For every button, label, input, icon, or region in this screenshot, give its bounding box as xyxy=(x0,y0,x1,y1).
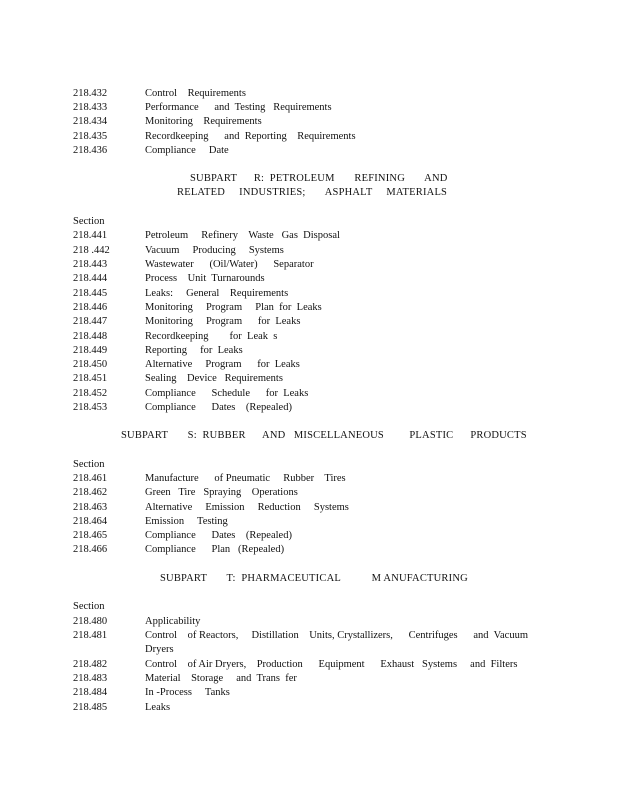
section-title-continuation: Dryers xyxy=(145,644,174,655)
section-title: Compliance Dates (Repealed) xyxy=(145,402,292,413)
section-number: 218.462 xyxy=(73,487,108,498)
section-label: Section xyxy=(73,459,105,470)
section-number: 218.446 xyxy=(73,302,108,313)
section-number: 218.445 xyxy=(73,288,108,299)
section-title: Recordkeeping and Reporting Requirements xyxy=(145,131,356,142)
section-title: Compliance Date xyxy=(145,145,229,156)
section-number: 218.447 xyxy=(73,316,108,327)
section-number: 218.433 xyxy=(73,102,108,113)
section-number: 218.484 xyxy=(73,687,108,698)
section-number: 218.466 xyxy=(73,544,108,555)
section-title: Alternative Program for Leaks xyxy=(145,359,300,370)
section-number: 218.452 xyxy=(73,388,108,399)
section-number: 218.435 xyxy=(73,131,108,142)
section-number: 218.448 xyxy=(73,331,108,342)
section-number: 218.444 xyxy=(73,273,108,284)
section-number: 218.436 xyxy=(73,145,108,156)
section-label: Section xyxy=(73,216,105,227)
section-title: Wastewater (Oil/Water) Separator xyxy=(145,259,314,270)
section-number: 218.483 xyxy=(73,673,108,684)
section-title: Monitoring Program Plan for Leaks xyxy=(145,302,322,313)
section-title: Alternative Emission Reduction Systems xyxy=(145,502,349,513)
section-number: 218.463 xyxy=(73,502,108,513)
section-title: Leaks: General Requirements xyxy=(145,288,289,299)
section-number: 218.465 xyxy=(73,530,108,541)
section-title: Petroleum Refinery Waste Gas Disposal xyxy=(145,230,340,241)
subpart-t-heading: SUBPART T: PHARMACEUTICAL M ANUFACTURING xyxy=(160,573,468,584)
section-title: Compliance Plan (Repealed) xyxy=(145,544,285,555)
section-number: 218.453 xyxy=(73,402,108,413)
section-number: 218.464 xyxy=(73,516,108,527)
section-title: Vacuum Producing Systems xyxy=(145,245,284,256)
section-title: Emission Testing xyxy=(145,516,228,527)
subpart-r-heading-line1: SUBPART R: PETROLEUM REFINING AND xyxy=(190,173,448,184)
section-title: Monitoring Requirements xyxy=(145,116,262,127)
section-number: 218.432 xyxy=(73,88,108,99)
section-title: Green Tire Spraying Operations xyxy=(145,487,298,498)
subpart-r-heading-line2: RELATED INDUSTRIES; ASPHALT MATERIALS xyxy=(177,187,448,198)
section-number: 218.461 xyxy=(73,473,108,484)
section-title: Material Storage and Trans fer xyxy=(145,673,297,684)
section-number: 218.434 xyxy=(73,116,108,127)
section-title: In -Process Tanks xyxy=(145,687,230,698)
section-number: 218.482 xyxy=(73,659,108,670)
section-title: Control of Reactors, Distillation Units, Crystallizers, Centrifuges and Vacuum xyxy=(145,630,529,641)
section-number: 218.480 xyxy=(73,616,108,627)
section-number: 218.485 xyxy=(73,702,108,713)
subpart-s-heading: SUBPART S: RUBBER AND MISCELLANEOUS PLASTIC PRODUCTS xyxy=(121,430,527,441)
section-title: Manufacture of Pneumatic Rubber Tires xyxy=(145,473,346,484)
section-title: Leaks xyxy=(145,702,171,713)
section-number: 218.451 xyxy=(73,373,108,384)
section-number: 218.449 xyxy=(73,345,108,356)
section-title: Compliance Schedule for Leaks xyxy=(145,388,309,399)
section-title: Compliance Dates (Repealed) xyxy=(145,530,292,541)
section-number: 218.481 xyxy=(73,630,108,641)
section-title: Control of Air Dryers, Production Equipment Exhaust Systems and Filters xyxy=(145,659,518,670)
section-title: Recordkeeping for Leak s xyxy=(145,331,278,342)
section-label: Section xyxy=(73,601,105,612)
section-title: Monitoring Program for Leaks xyxy=(145,316,301,327)
section-title: Reporting for Leaks xyxy=(145,345,243,356)
section-title: Process Unit Turnarounds xyxy=(145,273,265,284)
section-title: Sealing Device Requirements xyxy=(145,373,283,384)
section-number: 218.441 xyxy=(73,230,108,241)
section-number: 218.443 xyxy=(73,259,108,270)
section-title: Control Requirements xyxy=(145,88,246,99)
section-number: 218.450 xyxy=(73,359,108,370)
section-number: 218 .442 xyxy=(73,245,110,256)
section-title: Applicability xyxy=(145,616,201,627)
section-title: Performance and Testing Requirements xyxy=(145,102,332,113)
